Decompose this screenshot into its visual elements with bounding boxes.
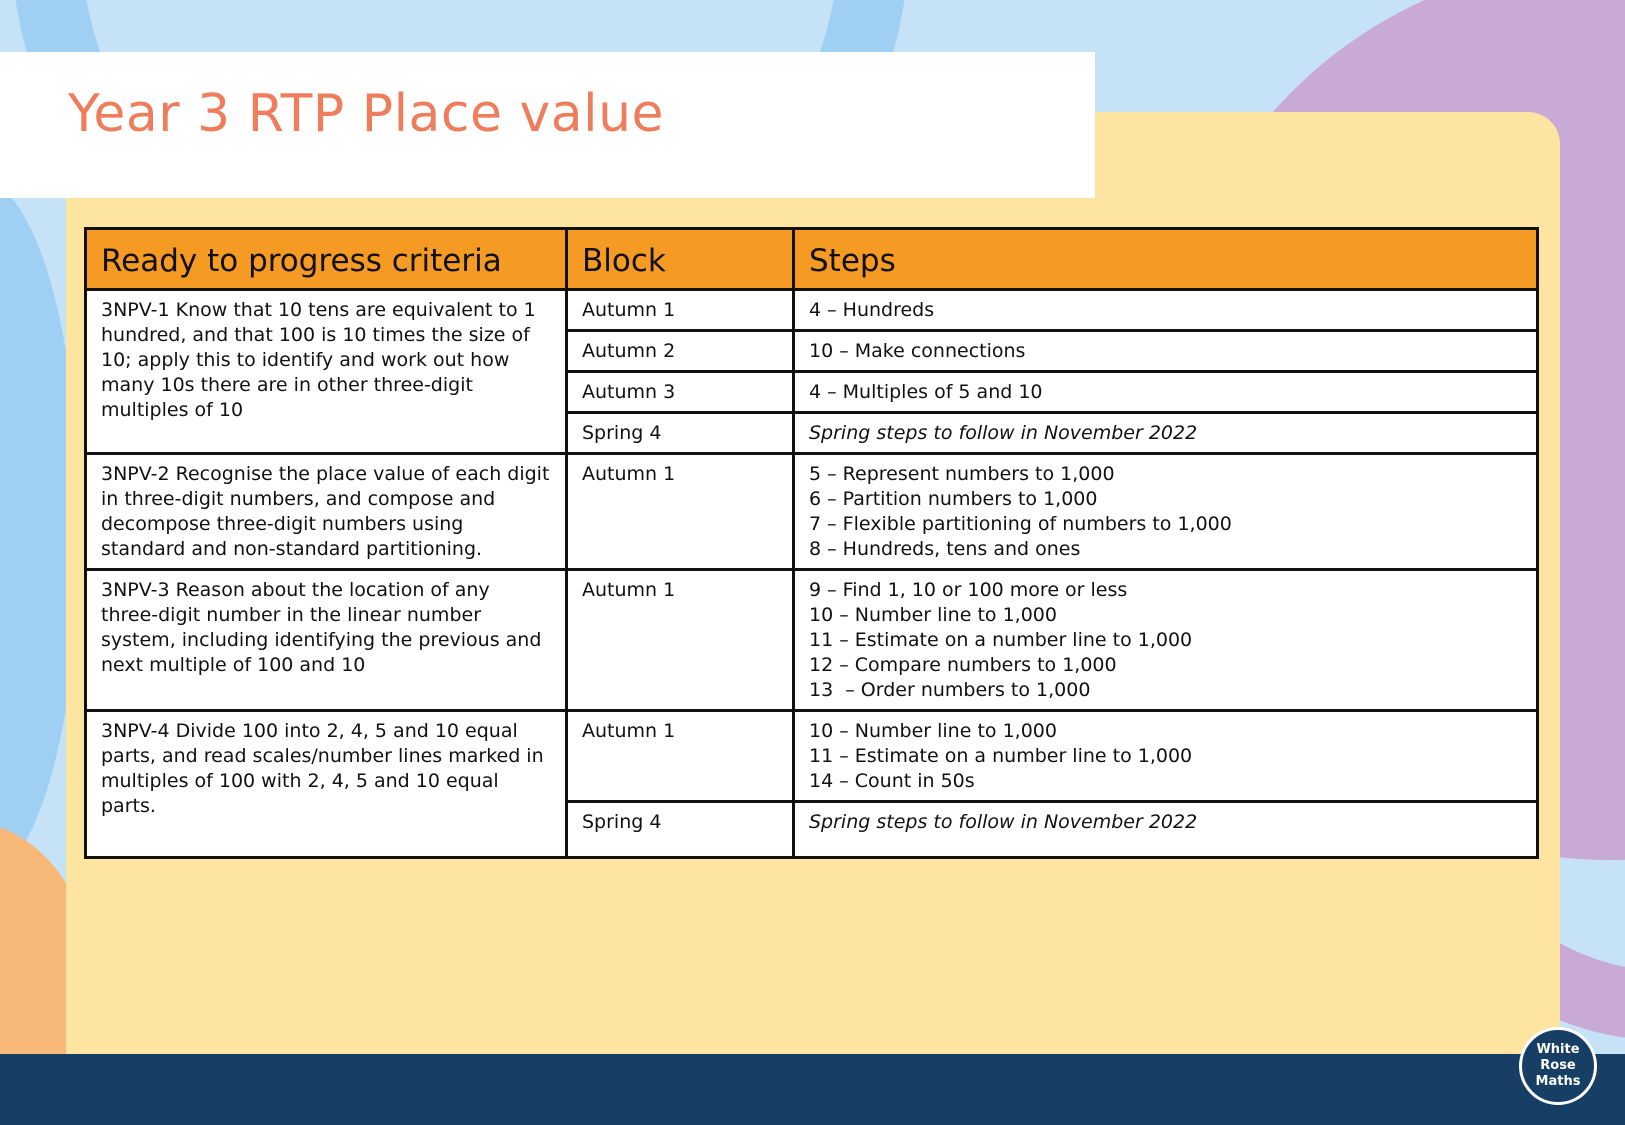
footer-bar xyxy=(0,1054,1625,1125)
step-item: 7 – Flexible partitioning of numbers to 1,000 xyxy=(809,513,1232,535)
step-item: 14 – Count in 50s xyxy=(809,770,975,792)
step-item: 4 – Hundreds xyxy=(809,299,935,321)
step-item: 13 – Order numbers to 1,000 xyxy=(809,679,1091,701)
step-item: 11 – Estimate on a number line to 1,000 xyxy=(809,745,1193,767)
step-item: Spring steps to follow in November 2022 xyxy=(809,422,1198,444)
table-header-row xyxy=(86,229,1538,290)
criteria-cell: 3NPV-4 Divide 100 into 2, 4, 5 and 10 equal parts, and read scales/number lines marked in multiples of 100 with 2, 4, 5 and 10 equal parts. xyxy=(86,711,567,858)
rtp-table xyxy=(84,227,1539,859)
step-item: 12 – Compare numbers to 1,000 xyxy=(809,654,1117,676)
table-row xyxy=(86,454,1538,570)
logo-line: Rose xyxy=(1540,1058,1576,1073)
steps-cell xyxy=(794,331,1538,372)
steps-cell xyxy=(794,454,1538,570)
steps-cell xyxy=(794,802,1538,858)
criteria-cell: 3NPV-1 Know that 10 tens are equivalent to 1 hundred, and that 100 is 10 times the size of 10; apply this to identify and work out how many 10s there are in other three-digit multiples of 10 xyxy=(86,290,567,454)
step-item: 8 – Hundreds, tens and ones xyxy=(809,538,1081,560)
step-item: 4 – Multiples of 5 and 10 xyxy=(809,381,1043,403)
steps-cell xyxy=(794,413,1538,454)
step-item: 10 – Number line to 1,000 xyxy=(809,720,1057,742)
steps-cell xyxy=(794,711,1538,802)
block-cell: Autumn 3 xyxy=(567,372,794,413)
block-cell: Autumn 2 xyxy=(567,331,794,372)
header-block: Block xyxy=(567,229,794,290)
step-item: 10 – Make connections xyxy=(809,340,1026,362)
step-item: 9 – Find 1, 10 or 100 more or less xyxy=(809,579,1128,601)
step-item: 11 – Estimate on a number line to 1,000 xyxy=(809,629,1193,651)
criteria-cell: 3NPV-3 Reason about the location of any three-digit number in the linear number system, including identifying the previous and next multiple of 100 and 10 xyxy=(86,570,567,711)
logo-line: White xyxy=(1536,1042,1580,1057)
steps-cell xyxy=(794,372,1538,413)
steps-cell xyxy=(794,570,1538,711)
step-item: Spring steps to follow in November 2022 xyxy=(809,811,1198,833)
block-cell: Autumn 1 xyxy=(567,290,794,331)
block-cell: Autumn 1 xyxy=(567,454,794,570)
block-cell: Spring 4 xyxy=(567,413,794,454)
header-criteria: Ready to progress criteria xyxy=(86,229,567,290)
table-row xyxy=(86,570,1538,711)
step-item: 6 – Partition numbers to 1,000 xyxy=(809,488,1098,510)
step-item: 5 – Represent numbers to 1,000 xyxy=(809,463,1115,485)
header-steps: Steps xyxy=(794,229,1538,290)
block-cell: Autumn 1 xyxy=(567,711,794,802)
logo-line: Maths xyxy=(1535,1074,1581,1089)
steps-cell xyxy=(794,290,1538,331)
criteria-cell: 3NPV-2 Recognise the place value of each digit in three-digit numbers, and compose and decompose three-digit numbers using standard and non-standard partitioning. xyxy=(86,454,567,570)
table-row xyxy=(86,290,1538,331)
step-item: 10 – Number line to 1,000 xyxy=(809,604,1057,626)
white-rose-maths-logo xyxy=(1519,1027,1597,1105)
page-title: Year 3 RTP Place value xyxy=(68,84,665,144)
block-cell: Spring 4 xyxy=(567,802,794,858)
table-row xyxy=(86,711,1538,802)
block-cell: Autumn 1 xyxy=(567,570,794,711)
